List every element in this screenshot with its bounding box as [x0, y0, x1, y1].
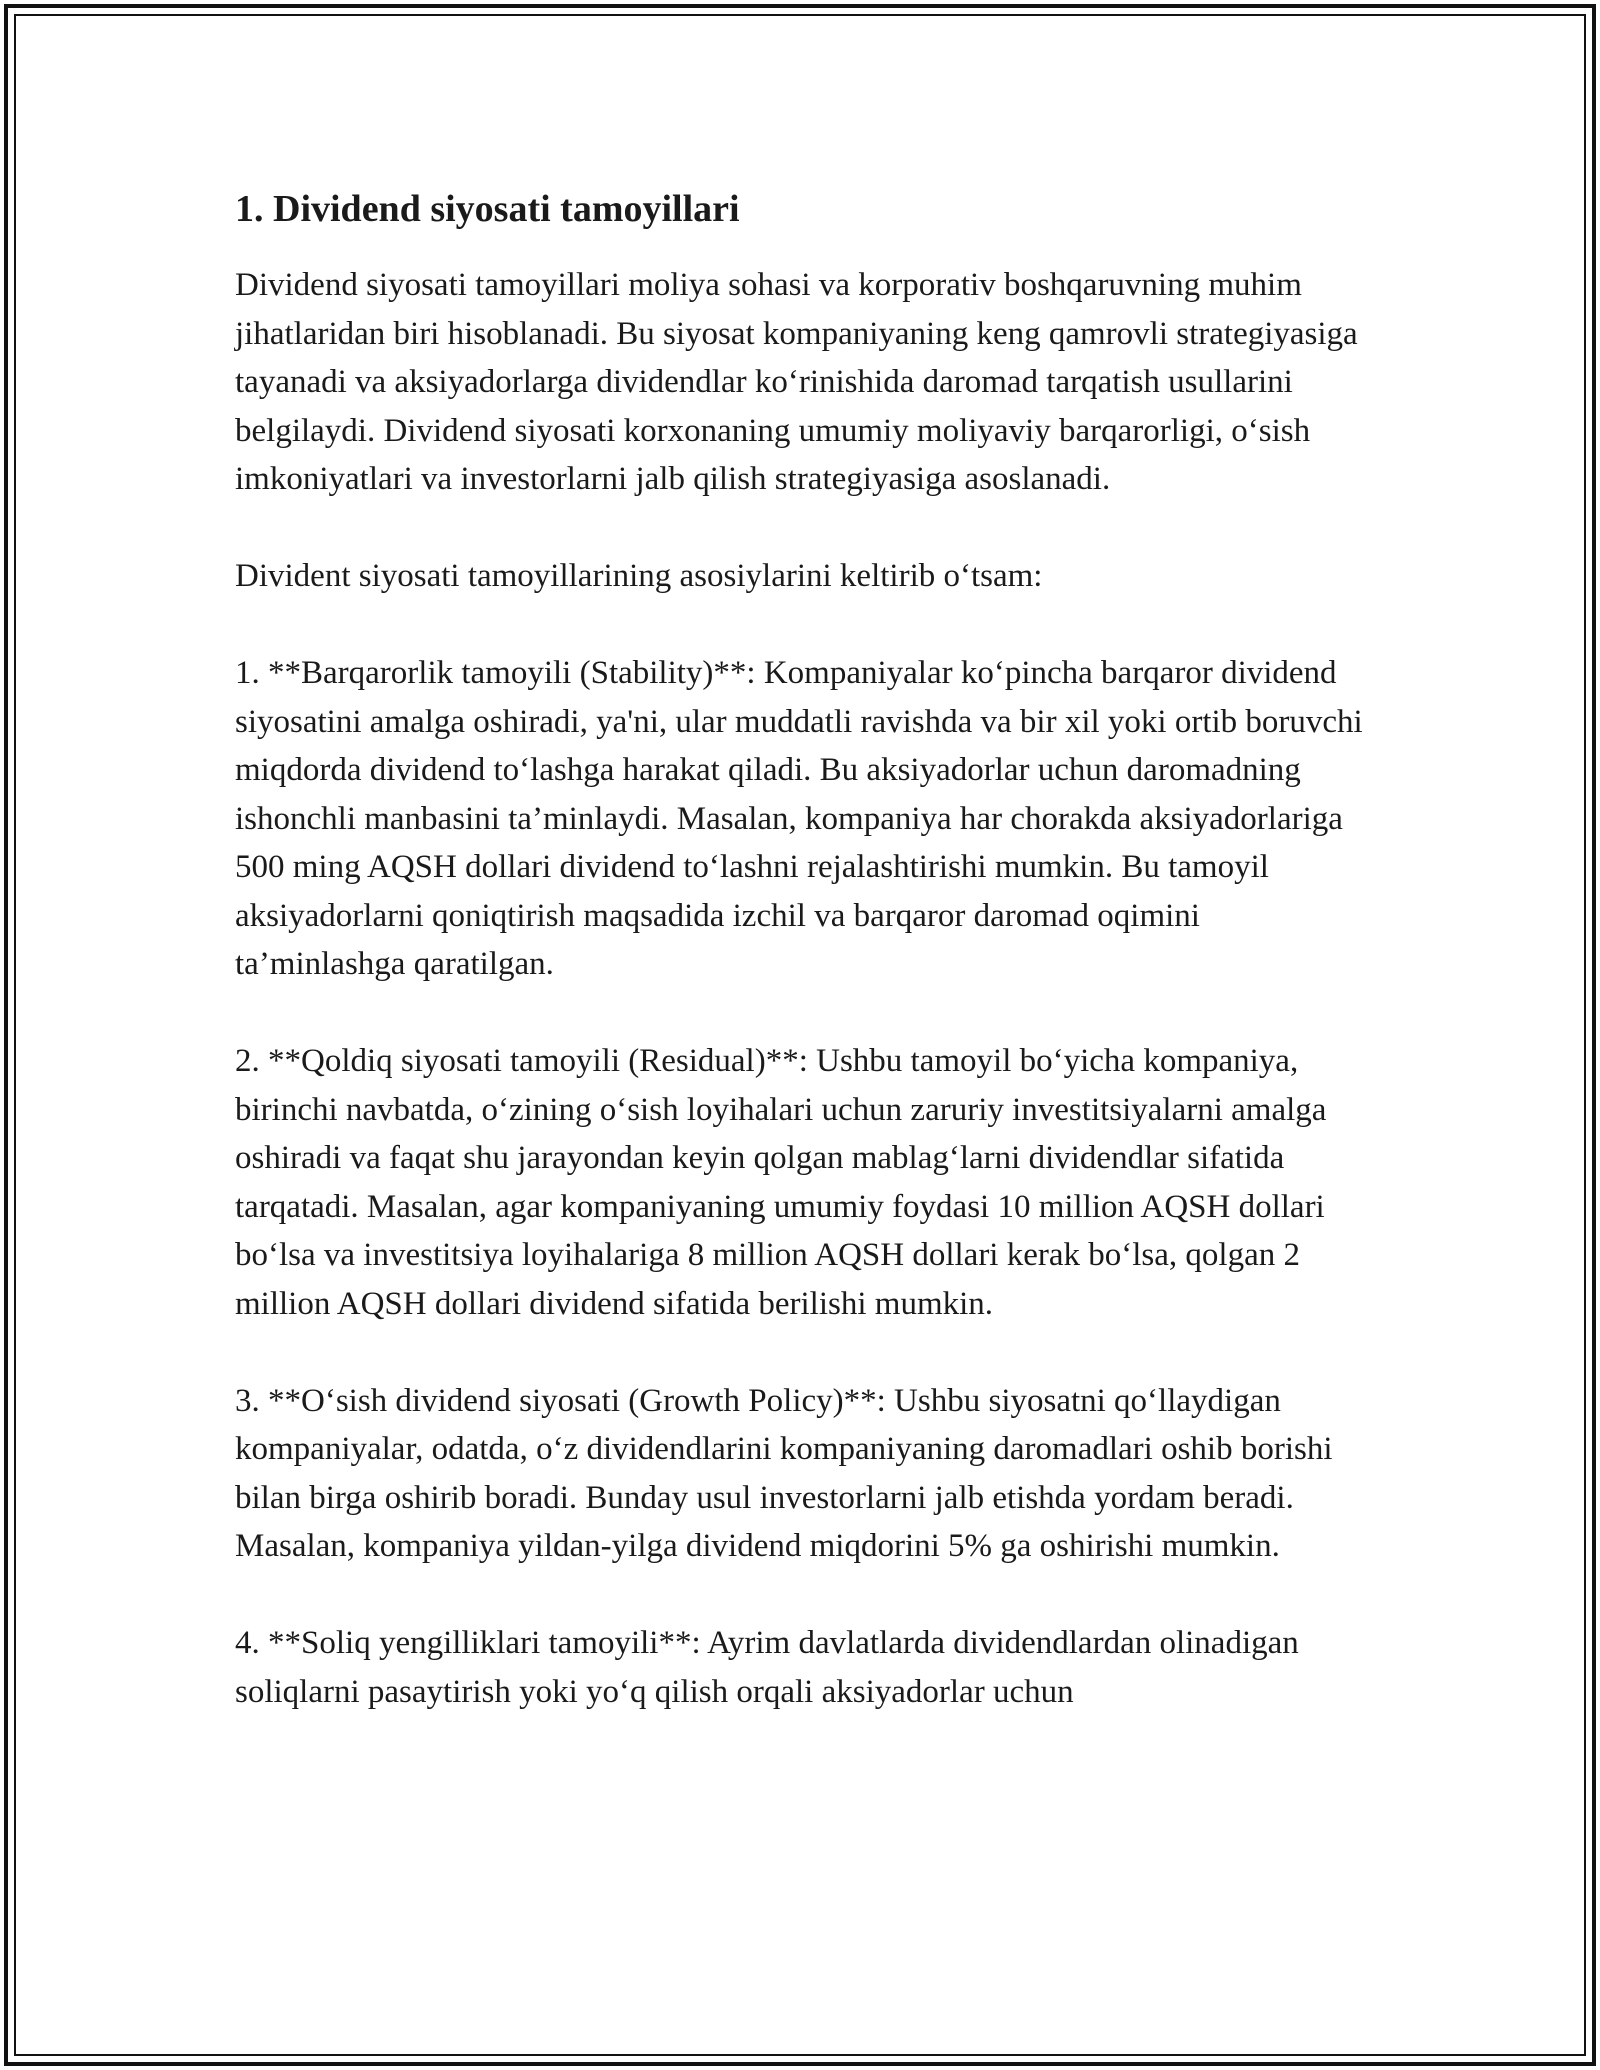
paragraph-tax: 4. **Soliq yengilliklari tamoyili**: Ayrim davlatlarda dividendlardan olinadigan soliqlarni pasaytirish yoki yo‘q qilish orqali aksiyadorlar uchun: [235, 1625, 1299, 1710]
document-body: [235, 185, 1365, 1716]
paragraph-stability: 1. **Barqarorlik tamoyili (Stability)**: Kompaniyalar ko‘pincha barqaror dividend siyosatini amalga oshiradi, ya'ni, ular muddatli ravishda va bir xil yoki ortib boruvchi miqdorda dividend to‘lashga harakat qiladi. Bu aksiyadorlar uchun daromadning ishonchli manbasini ta’minlaydi. Masalan, kompaniya har chorakda aksiyadorlariga 500 ming AQSH dollari dividend to‘lashni rejalashtirishi mumkin. Bu tamoyil aksiyadorlarni qoniqtirish maqsadida izchil va barqaror daromad oqimini ta’minlashga qaratilgan.: [235, 655, 1363, 982]
paragraph-list-intro: Divident siyosati tamoyillarining asosiylarini keltirib o‘tsam:: [235, 558, 1043, 594]
section-heading: 1. Dividend siyosati tamoyillari: [235, 188, 740, 230]
paragraph-residual: 2. **Qoldiq siyosati tamoyili (Residual)**: Ushbu tamoyil bo‘yicha kompaniya, birinchi navbatda, o‘zining o‘sish loyihalari uchun zaruriy investitsiyalarni amalga oshiradi va faqat shu jarayondan keyin qolgan mablag‘larni dividendlar sifatida tarqatadi. Masalan, agar kompaniyaning umumiy foydasi 10 million AQSH dollari bo‘lsa va investitsiya loyihalariga 8 million AQSH dollari kerak bo‘lsa, qolgan 2 million AQSH dollari dividend sifatida berilishi mumkin.: [235, 1043, 1327, 1322]
paragraph-growth: 3. **O‘sish dividend siyosati (Growth Policy)**: Ushbu siyosatni qo‘llaydigan kompaniyalar, odatda, o‘z dividendlarini kompaniyaning daromadlari oshib borishi bilan birga oshirib boradi. Bunday usul investorlarni jalb etishda yordam beradi. Masalan, kompaniya yildan-yilga dividend miqdorini 5% ga oshirishi mumkin.: [235, 1382, 1333, 1564]
paragraph-intro: Dividend siyosati tamoyillari moliya sohasi va korporativ boshqaruvning muhim jihatlaridan biri hisoblanadi. Bu siyosat kompaniyaning keng qamrovli strategiyasiga tayanadi va aksiyadorlarga dividendlar ko‘rinishida daromad tarqatish usullarini belgilaydi. Dividend siyosati korxonaning umumiy moliyaviy barqarorligi, o‘sish imkoniyatlari va investorlarni jalb qilish strategiyasiga asoslanadi.: [235, 267, 1358, 497]
